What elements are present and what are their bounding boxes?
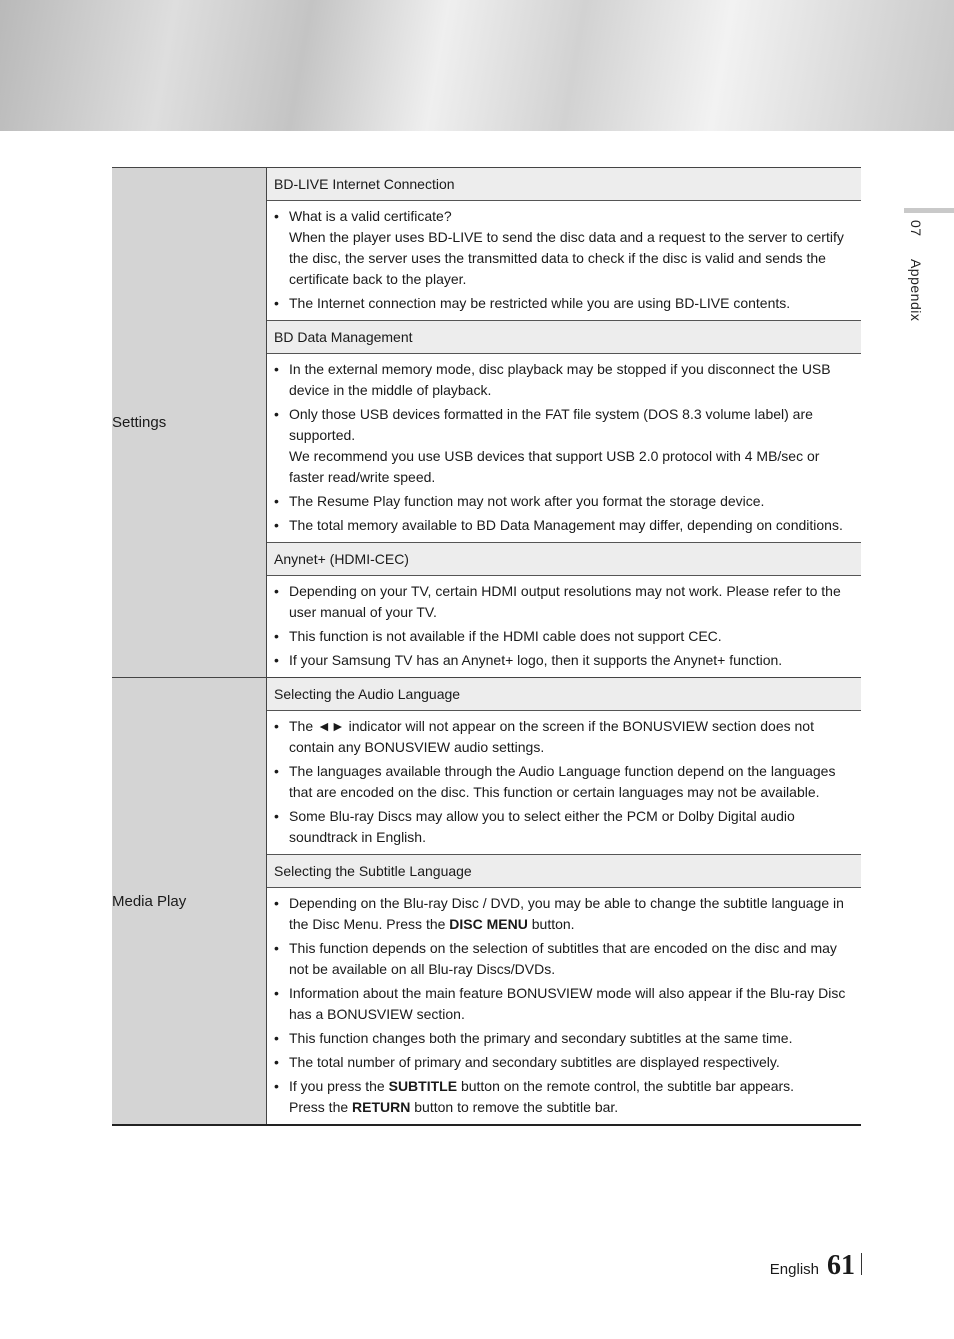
list-item: • The total number of primary and secondary subtitles are displayed respectively. xyxy=(274,1052,857,1073)
list-item: • If you press the SUBTITLE button on the remote control, the subtitle bar appears. Press the RETURN button to remove the subtitle bar. xyxy=(274,1076,857,1118)
subtitle-button-label: SUBTITLE xyxy=(388,1078,458,1094)
list-item: • Some Blu-ray Discs may allow you to select either the PCM or Dolby Digital audio soundtrack in English. xyxy=(274,806,857,848)
bd-data-notes xyxy=(267,354,861,543)
list-item: • If your Samsung TV has an Anynet+ logo, then it supports the Anynet+ function. xyxy=(274,650,857,671)
category-settings: Settings xyxy=(112,168,267,678)
bdlive-notes xyxy=(267,201,861,321)
list-item: • The Internet connection may be restricted while you are using BD-LIVE contents. xyxy=(274,293,857,314)
subheading-bd-data: BD Data Management xyxy=(267,321,861,354)
list-item: • The Resume Play function may not work after you format the storage device. xyxy=(274,491,857,512)
list-item: • Information about the main feature BONUSVIEW mode will also appear if the Blu-ray Disc has a BONUSVIEW section. xyxy=(274,983,857,1025)
subheading-anynet: Anynet+ (HDMI-CEC) xyxy=(267,543,861,576)
list-item: • In the external memory mode, disc playback may be stopped if you disconnect the USB device in the middle of playback. xyxy=(274,359,857,401)
header-band xyxy=(0,0,954,131)
notes-table xyxy=(112,167,861,1126)
page-footer xyxy=(770,1251,862,1281)
subheading-bdlive: BD-LIVE Internet Connection xyxy=(267,168,861,201)
list-item: • Depending on your TV, certain HDMI output resolutions may not work. Please refer to the user manual of your TV. xyxy=(274,581,857,623)
list-item: • What is a valid certificate? When the player uses BD-LIVE to send the disc data and a request to the server to certify the disc, the server uses the transmitted data to check if the disc is valid and sends the certificate back to the player. xyxy=(274,206,857,290)
return-button-label: RETURN xyxy=(352,1099,411,1115)
list-item: • The total memory available to BD Data Management may differ, depending on conditions. xyxy=(274,515,857,536)
audio-language-notes xyxy=(267,711,861,855)
chapter-tab-marker xyxy=(904,208,954,213)
subheading-audio-language: Selecting the Audio Language xyxy=(267,678,861,711)
list-item: • This function depends on the selection of subtitles that are encoded on the disc and may not be available on all Blu-ray Discs/DVDs. xyxy=(274,938,857,980)
subheading-subtitle-language: Selecting the Subtitle Language xyxy=(267,855,861,888)
category-media-play: Media Play xyxy=(112,678,267,1126)
list-item: • The ◄► indicator will not appear on the screen if the BONUSVIEW section does not contain any BONUSVIEW audio settings. xyxy=(274,716,857,758)
list-item: • This function is not available if the HDMI cable does not support CEC. xyxy=(274,626,857,647)
table-row xyxy=(112,678,861,712)
chapter-title: Appendix xyxy=(908,258,924,322)
chapter-number: 07 xyxy=(908,220,924,237)
list-item: • The languages available through the Audio Language function depend on the languages that are encoded on the disc. This function or certain languages may not be available. xyxy=(274,761,857,803)
list-item: • This function changes both the primary and secondary subtitles at the same time. xyxy=(274,1028,857,1049)
list-item: • Depending on the Blu-ray Disc / DVD, you may be able to change the subtitle language in the Disc Menu. Press the DISC MENU button. xyxy=(274,893,857,935)
footer-divider xyxy=(861,1253,862,1275)
subtitle-language-notes xyxy=(267,888,861,1124)
table-row xyxy=(112,168,861,202)
list-item: • Only those USB devices formatted in the FAT file system (DOS 8.3 volume label) are supported. We recommend you use USB devices that support USB 2.0 protocol with 4 MB/sec or faster read/write speed. xyxy=(274,404,857,488)
disc-menu-button-label: DISC MENU xyxy=(449,916,528,932)
page-number: 61 xyxy=(827,1250,855,1281)
footer-language: English xyxy=(769,1261,819,1278)
chapter-label xyxy=(908,220,924,321)
anynet-notes xyxy=(267,576,861,677)
